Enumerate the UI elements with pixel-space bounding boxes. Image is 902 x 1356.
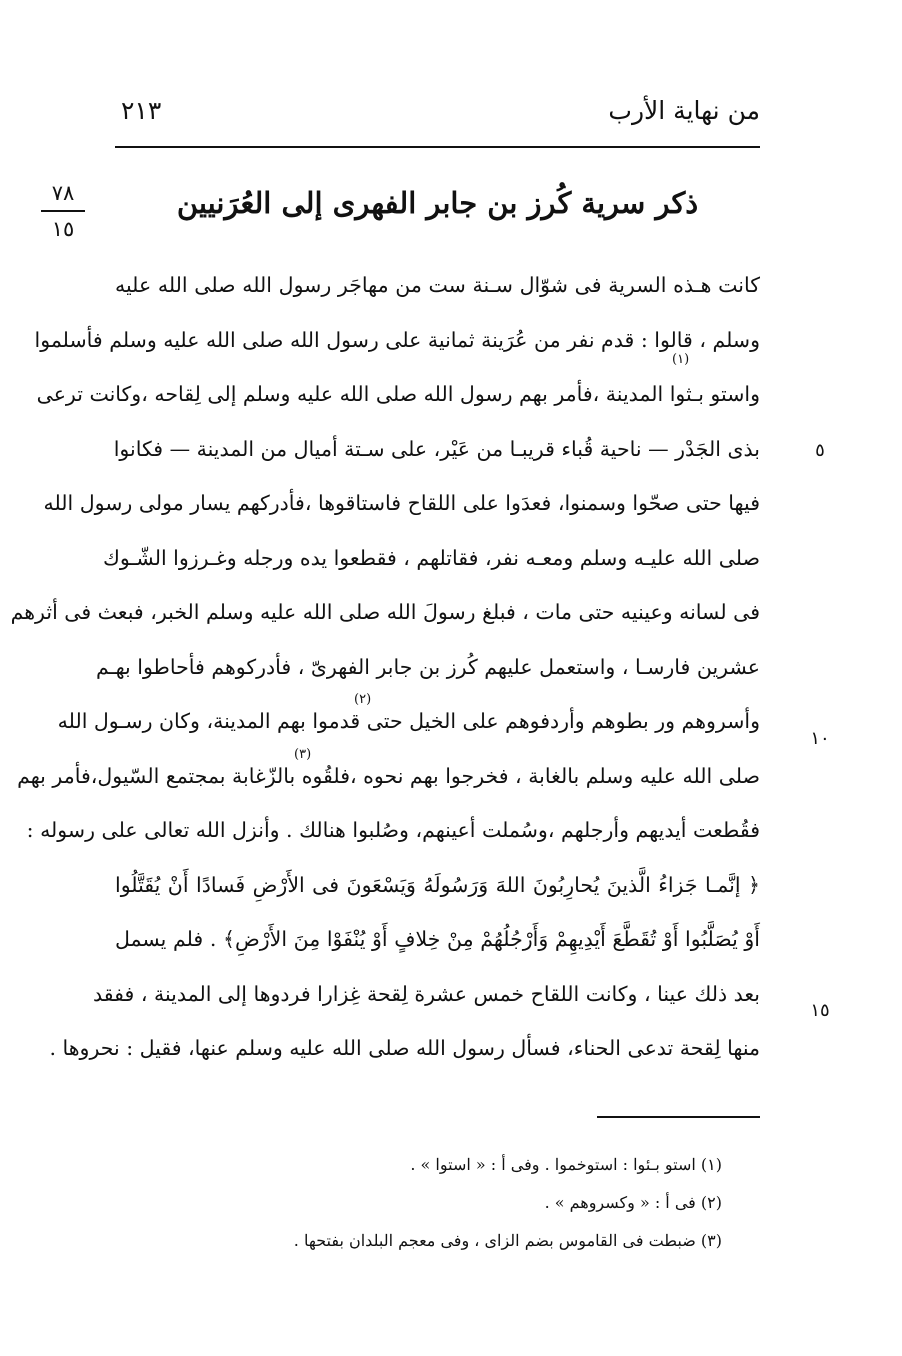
footnote: (١) استو بـئوا : استوخموا . وفى أ : « استوا » .	[410, 1155, 722, 1174]
text-line: منها لِقحة تدعى الحناء، فسأل رسول الله صلى الله عليه وسلم عنها، فقيل : نحروها .	[49, 1036, 760, 1060]
text-line: صلى الله عليه وسلم بالغابة ، فخرجوا بهم نحوه ،فلقُوه بالزّغابة بمجتمع السّيول،فأمر بهم	[17, 763, 760, 788]
text-line: بذى الجَدْر — ناحية قُباء قريبـا من عَيْر، على سـتة أميال من المدينة — فكانوا	[113, 436, 760, 461]
margin-reference-divider	[41, 210, 85, 212]
footnote-rule	[597, 1116, 760, 1118]
footnote: (٢) فى أ : « وكسروهم » .	[544, 1193, 722, 1212]
line-number-marker: ١٠	[810, 728, 830, 749]
margin-reference	[40, 182, 86, 240]
footnote-mark: (٢)	[354, 692, 372, 707]
margin-reference-top: ٧٨	[51, 181, 75, 205]
text-line: واستو بـثوا المدينة ،فأمر بهم رسول الله صلى الله عليه وسلم إلى لِقاحه ،وكانت ترعى	[36, 382, 760, 406]
line-number-marker: ١٥	[810, 1000, 830, 1021]
text-line: فى لسانه وعينيه حتى مات ، فبلغ رسولَ الله صلى الله عليه وسلم الخبر، فبعث فى أثرهم	[10, 600, 760, 624]
section-title: ذكر سرية كُرز بن جابر الفهرى إلى العُرَنيين	[176, 186, 699, 220]
body-text	[10, 258, 760, 1076]
text-line: بعد ذلك عينا ، وكانت اللقاح خمس عشرة لِقحة غِزارا فردوها إلى المدينة ، ففقد	[93, 981, 760, 1006]
footnote-mark: (١)	[672, 352, 690, 367]
quran-verse-line: أَوْ يُصَلَّبُوا أَوْ تُقَطَّعَ أَيْدِيهِمْ وَأَرْجُلُهُمْ مِنْ خِلافٍ أَوْ يُنْفَوْا مِنَ الأَرْضِ﴾ . فلم يسمل	[115, 927, 760, 951]
page-number: ٢١٣	[121, 96, 162, 125]
text-line: وسلم ، قالوا : قدم نفر من عُرَينة ثمانية على رسول الله صلى الله عليه وسلم فأسلموا	[34, 327, 760, 352]
text-line: صلى الله عليـه وسلم ومعـه نفر، فقاتلهم ، فقطعوا يده ورجله وغـرزوا الشّـوك	[102, 545, 760, 570]
page-header	[115, 96, 760, 140]
footnote-mark: (٣)	[294, 747, 312, 762]
text-line: عشرين فارسـا ، واستعمل عليهم كُرز بن جابر الفهرىّ ، فأدركوهم فأحاطوا بهـم	[95, 654, 760, 679]
footnote: (٣) ضبطت فى القاموس بضم الزاى ، وفى معجم البلدان بفتحها .	[293, 1231, 722, 1250]
quran-verse-line: ﴿ إنَّمـا جَزاءُ الَّذينَ يُحارِبُونَ اللهَ وَرَسُولَهُ وَيَسْعَونَ فى الأَرْضِ فَسادًا أَنْ يُقَتَّلُوا	[115, 872, 760, 897]
text-line: وأسروهم ور بطوهم وأردفوهم على الخيل حتى قدموا بهم المدينة، وكان رسـول الله	[57, 709, 760, 733]
running-title: من نهاية الأرب	[608, 96, 760, 125]
margin-reference-bottom: ١٥	[51, 217, 75, 241]
text-line: فقُطعت أيديهم وأرجلهم ،وسُملت أعينهم، وصُلبوا هنالك . وأنزل الله تعالى على رسوله :	[26, 818, 760, 842]
footnotes	[242, 1146, 722, 1260]
line-number-marker: ٥	[815, 440, 825, 461]
text-line: فيها حتى صحّوا وسمنوا، فعدَوا على اللقاح فاستاقوها ،فأدركهم يسار مولى رسول الله	[43, 491, 760, 515]
text-line: كانت هـذه السرية فى شوّال سـنة ست من مهاجَر رسول الله صلى الله عليه	[115, 273, 760, 297]
header-rule	[115, 146, 760, 148]
